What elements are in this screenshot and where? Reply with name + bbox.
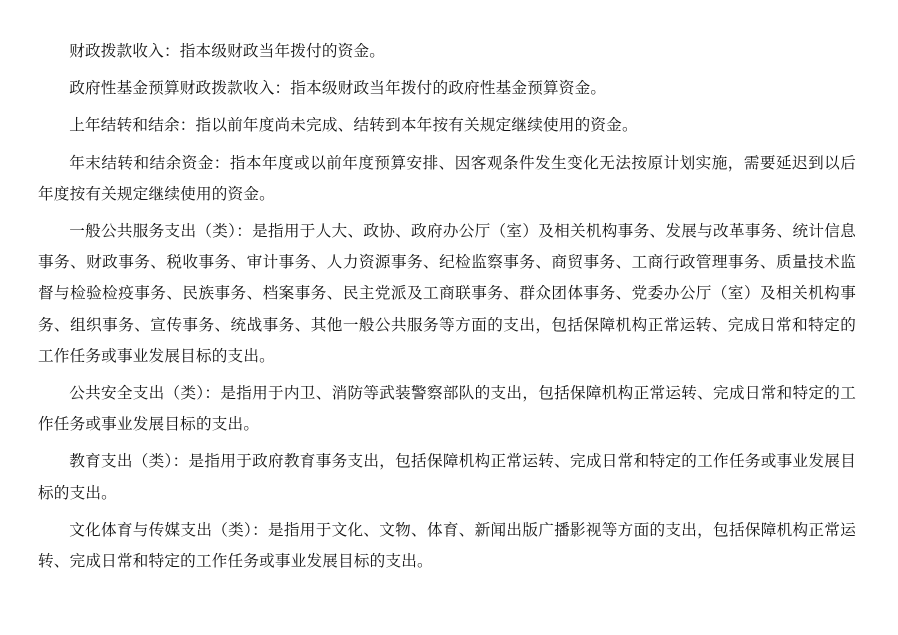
paragraph-education-expenditure: 教育支出（类）：是指用于政府教育事务支出，包括保障机构正常运转、完成日常和特定的工作任务或事业发展目标的支出。 — [38, 452, 856, 502]
paragraph-general-public-service-expenditure: 一般公共服务支出（类）：是指用于人大、政协、政府办公厅（室）及相关机构事务、发展与改革事务、统计信息事务、财政事务、税收事务、审计事务、人力资源事务、纪检监察事务、商贸事务、工商行政管理事务、质量技术监督与检验检疫事务、民族事务、档案事务、民主党派及工商联事务、群众团体事务、党委办公厅（室）及相关机构事务、组织事务、宣传事务、统战事务、其他一般公共服务等方面的支出，包括保障机构正常运转、完成日常和特定的工作任务或事业发展目标的支出。 — [38, 222, 856, 365]
paragraph-culture-sports-media-expenditure: 文化体育与传媒支出（类）：是指用于文化、文物、体育、新闻出版广播影视等方面的支出，包括保障机构正常运转、完成日常和特定的工作任务或事业发展目标的支出。 — [38, 520, 856, 571]
paragraph-previous-year-carryover: 上年结转和结余：指以前年度尚未完成、结转到本年按有关规定继续使用的资金。 — [69, 116, 638, 135]
paragraph-government-fund-appropriation-income: 政府性基金预算财政拨款收入：指本级财政当年拨付的政府性基金预算资金。 — [69, 79, 607, 98]
paragraph-year-end-carryover-funds: 年末结转和结余资金：指本年度或以前年度预算安排、因客观条件发生变化无法按原计划实施，需要延迟到以后年度按有关规定继续使用的资金。 — [38, 153, 856, 203]
paragraph-fiscal-appropriation-income: 财政拨款收入：指本级财政当年拨付的资金。 — [69, 42, 386, 60]
paragraph-public-security-expenditure: 公共安全支出（类）：是指用于内卫、消防等武装警察部队的支出，包括保障机构正常运转、完成日常和特定的工作任务或事业发展目标的支出。 — [38, 384, 856, 434]
